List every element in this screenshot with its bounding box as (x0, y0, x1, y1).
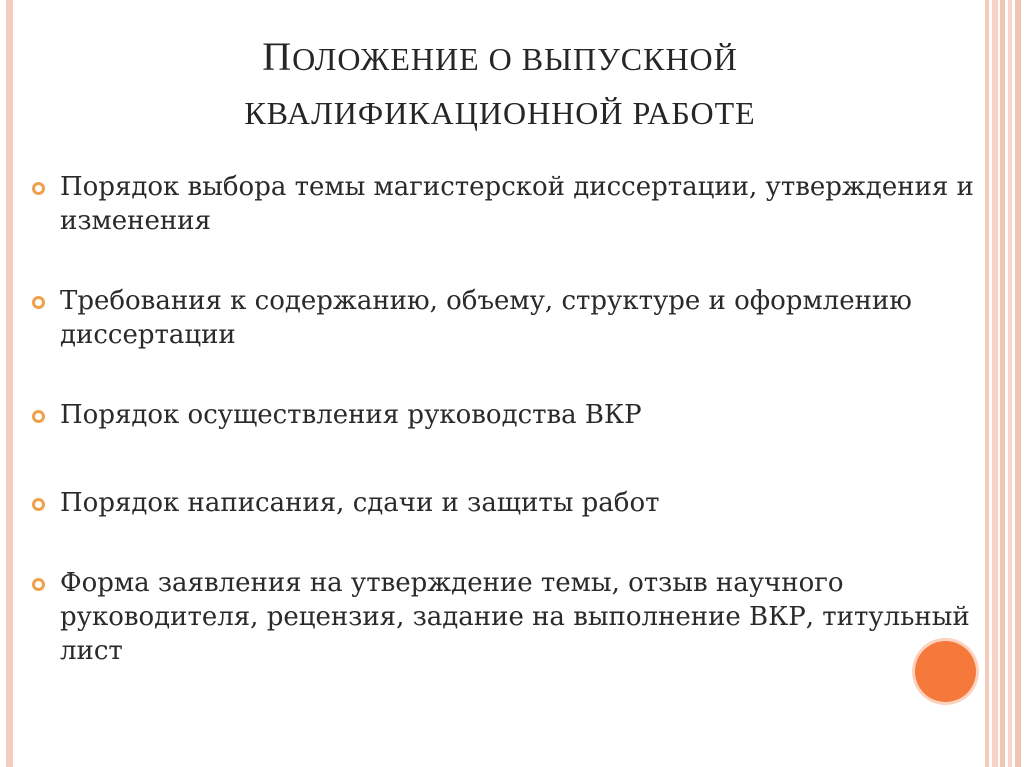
bullet-item (30, 566, 990, 668)
bullet-text: Порядок осуществления руководства ВКР (60, 400, 642, 430)
title-line-2: КВАЛИФИКАЦИОННОЙ РАБОТЕ (244, 95, 756, 131)
bullet-item (30, 398, 990, 432)
bullet-item (30, 284, 990, 352)
left-border-decoration (6, 0, 13, 767)
right-stripe-decoration (1008, 0, 1012, 767)
bullet-text: Порядок написания, сдачи и защиты работ (60, 488, 660, 518)
bullet-text: Форма заявления на утверждение темы, отзыв научного руководителя, рецензия, задание на выполнение ВКР, титульный лист (60, 568, 970, 666)
right-stripe-decoration (1015, 0, 1021, 767)
bullet-text: Порядок выбора темы магистерской диссертации, утверждения и изменения (60, 172, 974, 236)
orange-circle-decoration (915, 641, 976, 702)
bullet-list (30, 170, 990, 668)
ring-bullet-icon (32, 182, 45, 195)
bullet-item (30, 486, 990, 520)
bullet-item (30, 170, 990, 238)
title-line-1 (120, 30, 880, 86)
ring-bullet-icon (32, 578, 45, 591)
ring-bullet-icon (32, 410, 45, 423)
ring-bullet-icon (32, 498, 45, 511)
slide-title (120, 30, 880, 140)
title-lead-letter: П (262, 34, 293, 79)
right-stripe-decoration (1000, 0, 1005, 767)
bullet-text: Требования к содержанию, объему, структуре и оформлению диссертации (60, 286, 912, 350)
ring-bullet-icon (32, 296, 45, 309)
right-stripe-decoration (992, 0, 998, 767)
title-line-1-rest: ОЛОЖЕНИЕ О ВЫПУСКНОЙ (292, 41, 738, 77)
